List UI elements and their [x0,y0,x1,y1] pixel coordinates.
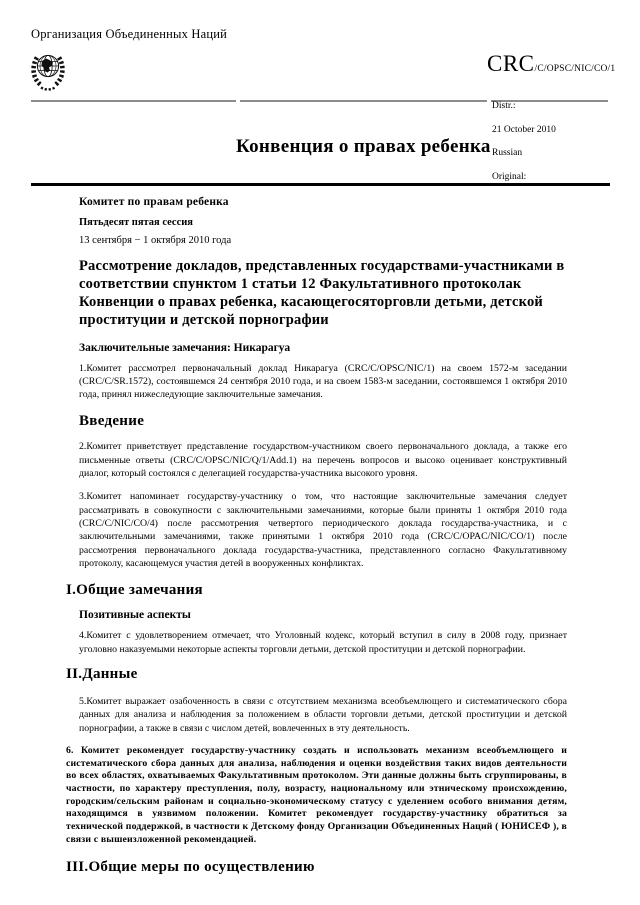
un-emblem-icon [28,51,68,99]
paragraph-4: 4.Комитет с удовлетворением отмечает, что Уголовный кодекс, который вступил в силу в 2008 году, признает уголовно наказуемыми некоторые аспекты торговли детьми, детской проституции и детской порнографии. [79,630,567,655]
report-heading: Рассмотрение докладов, представленных государствами-участниками в соответствии спунктом 1 статьи 12 Факультативного протоколак Конвенции о правах ребенка, касающегосяторговли детьми, детской проституции и детской порнографии [79,258,565,329]
concluding-observations-heading: Заключительные замечания: Никарагуа [79,341,291,354]
original-label: Original: [492,171,527,182]
org-name: Организация Объединенных Наций [31,27,228,41]
section-1-heading: I.Общие замечания [66,582,203,599]
committee-name: Комитет по правам ребенка [79,196,229,208]
document-symbol [487,51,615,77]
paragraph-3: 3.Комитет напоминает государству-участнику о том, что настоящие заключительные замечания следует рассматривать в совокупности с заключительными замечаниями, которые были приняты 1 октября 2010 года (CRC/C/NIC/CO/4) после рассмотрения четвертого периодического доклада государства-участника, и с заключительными замечаниями, также принятыми 1 октября 2010 года (CRC/C/OPAC/NIC/CO/1) после рассмотрения первоначального доклада государства-участника, представленного согласно Факультативному протоколу, касающемуся участия детей в вооруженных конфликтах. [79,491,567,569]
session-title: Пятьдесят пятая сессия [79,217,193,228]
positive-aspects-heading: Позитивные аспекты [79,609,191,622]
document-symbol-main: CRC [487,51,535,76]
section-2-heading: II.Данные [66,665,138,682]
document-title: Конвенция о правах ребенка [236,136,491,157]
language: Russian [492,148,523,158]
header-rule-middle [240,100,487,102]
paragraph-2: 2.Комитет приветствует представление государством-участником своего первоначального доклада, а также его письменные ответы (CRC/C/OPSC/NIC/Q/1/Add.1) на перечень вопросов и высоко оценивает конструктивный диалог, который состоялся с делегацией государства-участника высокого уровня. [79,441,567,480]
session-dates: 13 сентября − 1 октября 2010 года [79,235,232,246]
distr-label: Distr.: [492,101,516,111]
paragraph-5: 5.Комитет выражает озабоченность в связи с отсутствием механизма всеобъемлющего и систематического сбора данных для анализа и наблюдения за положением в области торговли детьми, детской проституции и детской порнографии, а также в связи с числом детей, вовлеченных в эту деятельность. [79,695,567,734]
document-symbol-suffix: /C/OPSC/NIC/CO/1 [534,64,616,74]
header-thick-rule [31,183,610,186]
document-body [0,196,640,886]
section-3-heading: III.Общие меры по осуществлению [66,858,315,875]
distr-date: 21 October 2010 [492,124,556,135]
paragraph-6: 6. Комитет рекомендует государству-участнику создать и использовать механизм всеобъемлющего и систематического сбора данных для анализа, наблюдения и оценки воздействия таких видов деятельности во всех областях, охватываемых Факультативным протоколом. Эти данные должны быть сгруппированы, в частности, по характеру преступления, полу, возрасту, национальному или этническому происхождению, городским/сельским районам и социально-экономическому статусу с уделением особого внимания детям, находящимся в уязвимом положении. Комитет рекомендует государству-участнику обратиться за технической поддержкой, в частности к Детскому фонду Организации Объединенных Наций ( ЮНИСЕФ ), в связи с вышеизложенной рекомендацией. [66,744,567,845]
header-rule-left [31,100,236,102]
distribution-block [492,101,632,182]
intro-section-heading: Введение [79,413,145,430]
paragraph-1: 1.Комитет рассмотрел первоначальный доклад Никарагуа (CRC/C/OPSC/NIC/1) на своем 1572-м заседании (CRC/C/SR.1572), состоявшемся 24 сентября 2010 года, и на своем 1583-м заседании, состоявшемся 1 октября 2010 года, принял нижеследующие заключительные замечания. [79,362,567,401]
